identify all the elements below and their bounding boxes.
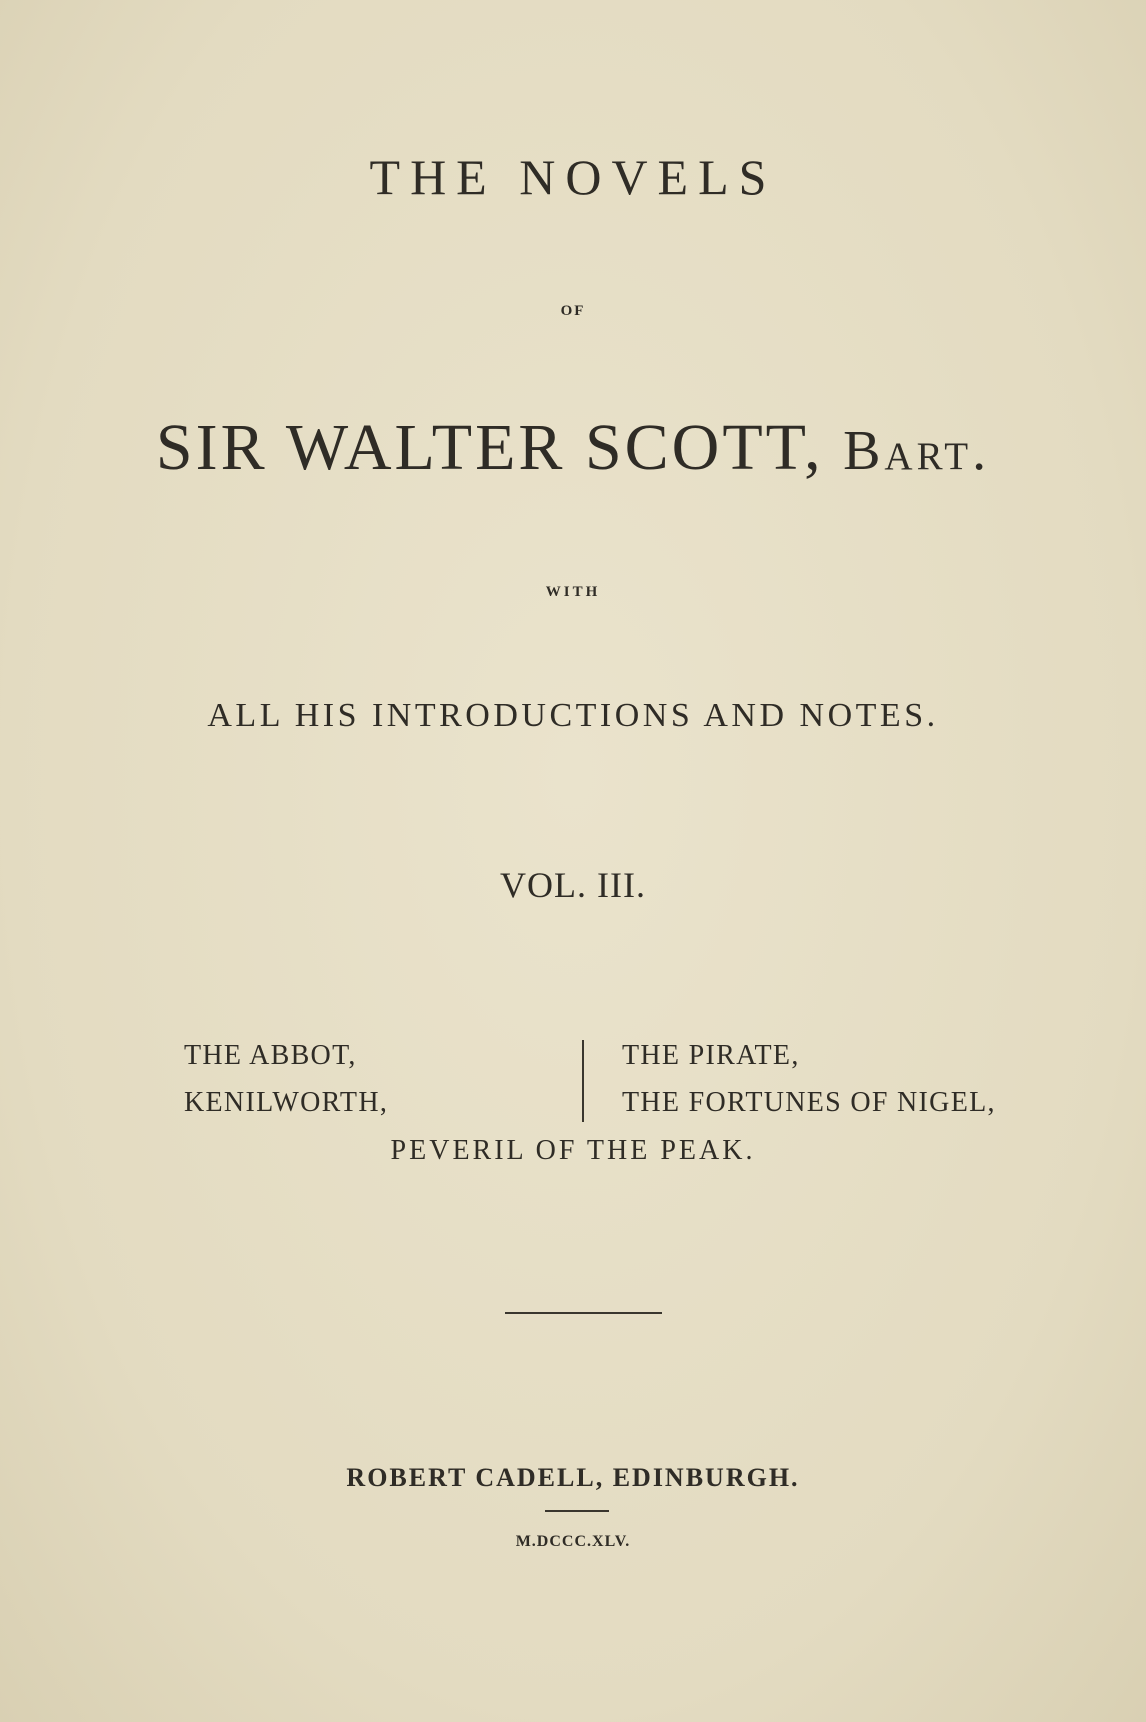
- work-title: THE PIRATE,: [622, 1040, 800, 1071]
- author-suffix: Bart.: [843, 420, 991, 482]
- work-title: KENILWORTH,: [184, 1087, 389, 1118]
- works-divider: [582, 1040, 584, 1122]
- with-label: WITH: [545, 584, 601, 600]
- work-title: THE FORTUNES OF NIGEL,: [622, 1087, 996, 1118]
- book-title: THE NOVELS: [369, 149, 777, 205]
- author-line: [0, 410, 1146, 486]
- author-name: SIR WALTER SCOTT,: [155, 411, 824, 484]
- ornamental-rule: [505, 1312, 662, 1314]
- volume-number: VOL. III.: [500, 865, 646, 905]
- of-label: OF: [560, 303, 586, 319]
- work-title: PEVERIL OF THE PEAK.: [390, 1135, 756, 1166]
- work-title: THE ABBOT,: [184, 1040, 357, 1071]
- subtitle: ALL HIS INTRODUCTIONS AND NOTES.: [207, 697, 939, 734]
- publication-date: M.DCCC.XLV.: [515, 1533, 631, 1550]
- ornamental-rule: [545, 1510, 609, 1512]
- publisher: ROBERT CADELL, EDINBURGH.: [346, 1463, 800, 1492]
